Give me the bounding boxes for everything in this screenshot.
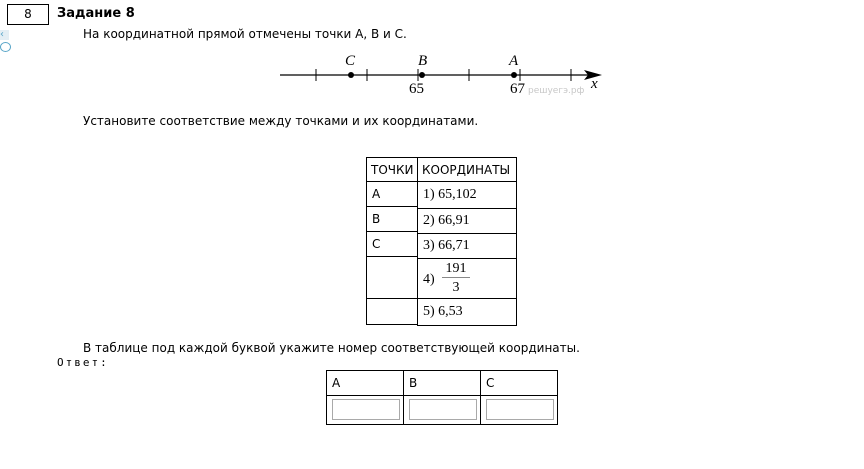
intro-text: На координатной прямой отмечены точки A, B и C.	[83, 27, 407, 41]
coord-cell: 5) 6,53	[417, 298, 517, 326]
number-line	[270, 50, 610, 105]
coord-cell: 3) 66,71	[417, 233, 517, 259]
coord-cell: 2) 66,91	[417, 208, 517, 234]
header-points: ТОЧКИ	[366, 157, 418, 182]
point-label-a: A	[509, 53, 519, 69]
coord-cell: 1) 65,102	[417, 181, 517, 209]
answer-header-a: A	[326, 370, 404, 396]
answer-cell-b	[403, 395, 481, 425]
answer-cell-c	[480, 395, 558, 425]
tick-label-67: 67	[510, 81, 525, 97]
answer-header-c: C	[480, 370, 558, 396]
header-coords: КООРДИНАТЫ	[417, 157, 517, 182]
answer-label: Ответ:	[57, 356, 109, 369]
task-title: Задание 8	[57, 6, 135, 21]
point-cell: C	[366, 231, 418, 257]
point-cell	[366, 256, 418, 299]
answer-input-c[interactable]	[486, 399, 554, 420]
tick-label-65: 65	[409, 81, 424, 97]
point-cell: A	[366, 181, 418, 207]
axis-label-x: x	[591, 76, 598, 92]
point-label-c: C	[345, 53, 356, 69]
point-label-b: B	[418, 53, 428, 69]
watermark: решуегэ.рф	[528, 86, 585, 96]
answer-instruction: В таблице под каждой буквой укажите номер соответствующей координаты.	[83, 341, 580, 355]
coord-cell: 4) 191 3	[417, 258, 517, 299]
point-cell	[366, 298, 418, 325]
chevron-left-icon[interactable]: ‹	[0, 30, 9, 40]
instruction-text: Установите соответствие между точками и их координатами.	[83, 114, 479, 128]
circle-icon[interactable]	[0, 42, 11, 52]
answer-cell-a	[326, 395, 404, 425]
answer-header-b: B	[403, 370, 481, 396]
answer-input-a[interactable]	[332, 399, 400, 420]
answer-input-b[interactable]	[409, 399, 477, 420]
task-number-box: 8	[7, 4, 49, 25]
point-cell: B	[366, 206, 418, 232]
